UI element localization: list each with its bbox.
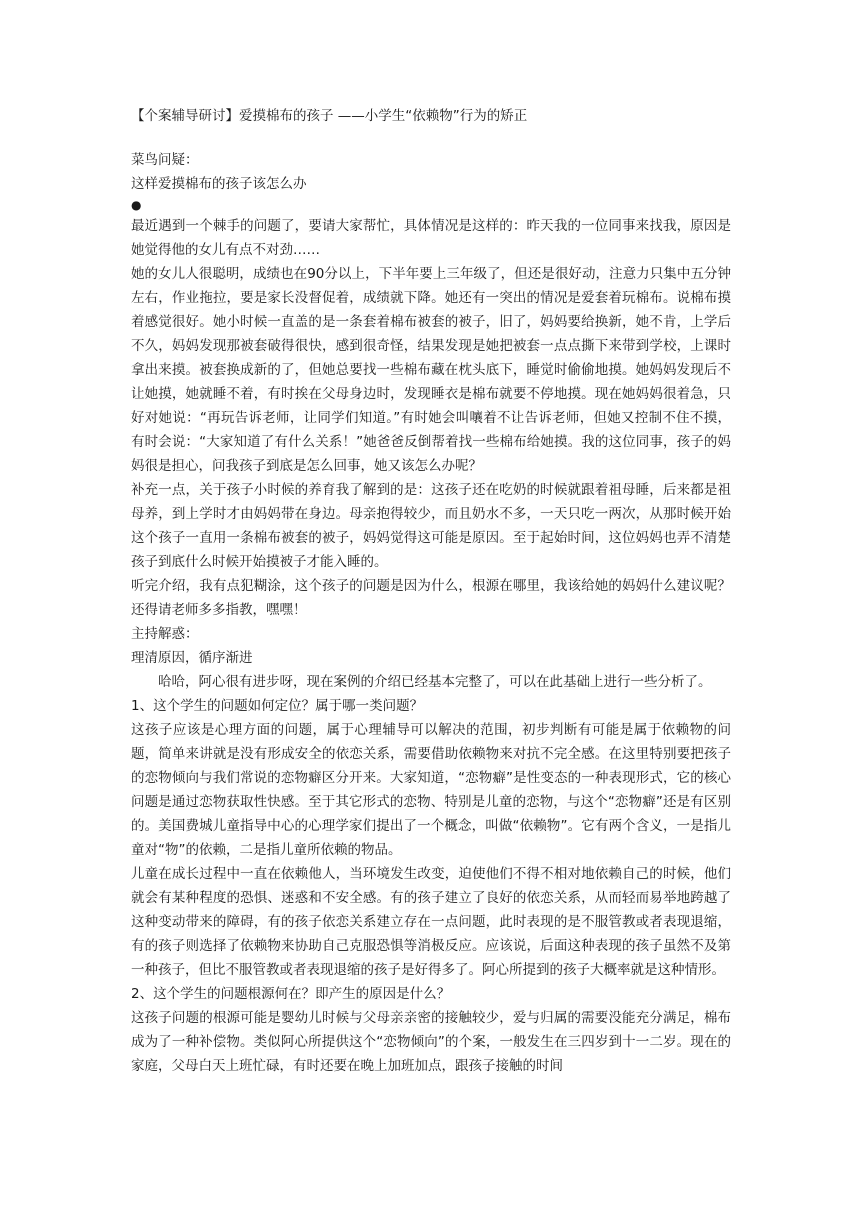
paragraph: 最近遇到一个棘手的问题了，要请大家帮忙，具体情况是这样的：昨天我的一位同事来找我，原因是她觉得他的女儿有点不对劲…… [131, 218, 731, 258]
paragraph: 这孩子问题的根源可能是婴幼儿时候与父母亲亲密的接触较少，爱与归属的需要没能充分满足，棉布成为了一种补偿物。类似阿心所提供这个“恋物倾向”的个案，一般发生在三四岁到十一二岁。现在的家庭，父母白天上班忙碌，有时还要在晚上加班加点，跟孩子接触的时间 [131, 1010, 731, 1074]
host-subtitle: 理清原因，循序渐进 [131, 650, 253, 666]
paragraph: 儿童在成长过程中一直在依赖他人，当环境发生改变，迫使他们不得不相对地依赖自己的时候，他们就会有某种程度的恐惧、迷惑和不安全感。有的孩子建立了良好的依恋关系，从而轻而易举地跨越了这种变动带来的障碍，有的孩子依恋关系建立存在一点问题，此时表现的是不服管教或者表现退缩，有的孩子则选择了依赖物来协助自己克服恐惧等消极反应。应该说，后面这种表现的孩子虽然不及第一种孩子，但比不服管教或者表现退缩的孩子是好得多了。阿心所提到的孩子大概率就是这种情形。 [131, 866, 731, 978]
paragraph: 听完介绍，我有点犯糊涂，这个孩子的问题是因为什么，根源在哪里，我该给她的妈妈什么建议呢？还得请老师多多指教，嘿嘿！ [131, 578, 731, 618]
paragraph: 这孩子应该是心理方面的问题，属于心理辅导可以解决的范围，初步判断有可能是属于依赖物的问题，简单来讲就是没有形成安全的依恋关系，需要借助依赖物来对抗不完全感。在这里特别要把孩子的恋物倾向与我们常说的恋物癖区分开来。大家知道，“恋物癖”是性变态的一种表现形式，它的核心问题是通过恋物获取性快感。至于其它形式的恋物、特别是儿童的恋物，与这个“恋物癖”还是有区别的。美国费城儿童指导中心的心理学家们提出了一个概念，叫做“依赖物”。它有两个含义，一是指儿童对“物”的依赖，二是指儿童所依赖的物品。 [131, 722, 731, 858]
paragraph: 补充一点，关于孩子小时候的养育我了解到的是：这孩子还在吃奶的时候就跟着祖母睡，后来都是祖母养，到上学时才由妈妈带在身边。母亲抱得较少，而且奶水不多，一天只吃一两次，从那时候开始这个孩子一直用一条棉布被套的被子，妈妈觉得这可能是原因。至于起始时间，这位妈妈也弄不清楚孩子到底什么时候开始摸被子才能入睡的。 [131, 482, 731, 570]
question-heading: 菜鸟问疑： [131, 152, 199, 168]
question-2-heading: 2、这个学生的问题根源何在？即产生的原因是什么？ [131, 986, 451, 1002]
document-title: 【个案辅导研讨】爱摸棉布的孩子 ——小学生“依赖物”行为的矫正 [131, 108, 528, 124]
bullet-icon: ● [131, 198, 142, 212]
document-page [131, 104, 731, 1078]
question-1-heading: 1、这个学生的问题如何定位？属于哪一类问题？ [131, 698, 424, 714]
question-subtitle: 这样爱摸棉布的孩子该怎么办 [131, 176, 307, 192]
host-intro: 哈哈，阿心很有进步呀，现在案例的介绍已经基本完整了，可以在此基础上进行一些分析了。 [158, 674, 712, 690]
paragraph: 她的女儿人很聪明，成绩也在90分以上，下半年要上三年级了，但还是很好动，注意力只集中五分钟左右，作业拖拉，要是家长没督促着，成绩就下降。她还有一突出的情况是爱套着玩棉布。说棉布摸着感觉很好。她小时候一直盖的是一条套着棉布被套的被子，旧了，妈妈要给换新，她不肯，上学后不久，妈妈发现那被套破得很快，感到很奇怪，结果发现是她把被套一点点撕下来带到学校，上课时拿出来摸。被套换成新的了，但她总要找一些棉布藏在枕头底下，睡觉时偷偷地摸。她妈妈发现后不让她摸，她就睡不着，有时挨在父母身边时，发现睡衣是棉布就要不停地摸。现在她妈妈很着急，只好对她说：“再玩告诉老师，让同学们知道。”有时她会叫嚷着不让告诉老师，但她又控制不住不摸，有时会说：“大家知道了有什么关系！”她爸爸反倒帮着找一些棉布给她摸。我的这位同事，孩子的妈妈很是担心，问我孩子到底是怎么回事，她又该怎么办呢？ [131, 266, 731, 474]
host-heading: 主持解惑： [131, 626, 199, 642]
